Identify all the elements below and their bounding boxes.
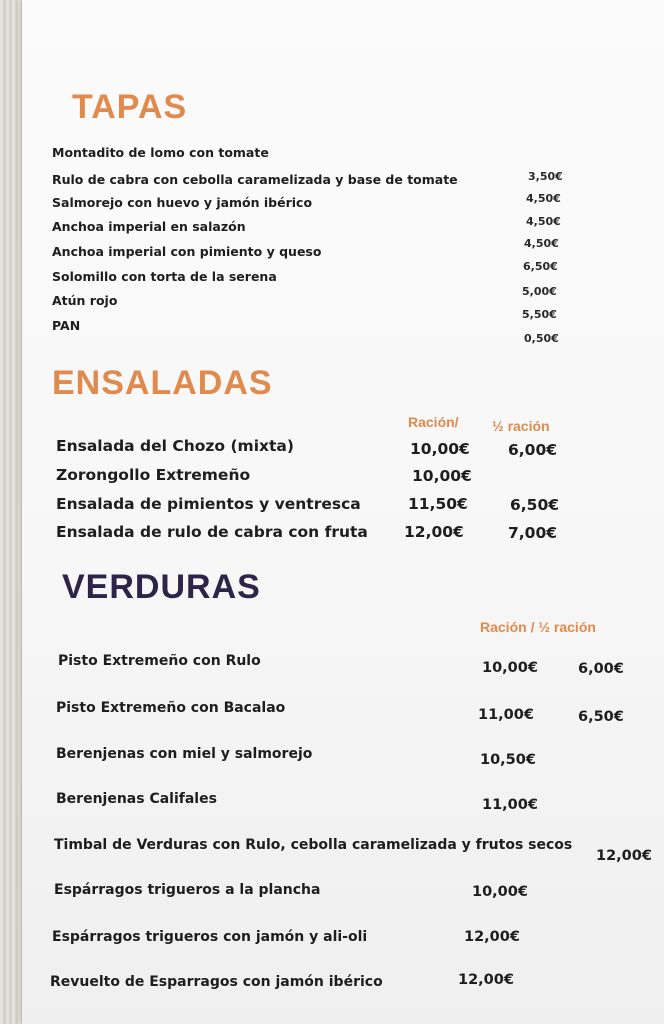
- verduras-racion-price: 10,00€: [482, 660, 538, 676]
- ensaladas-item-name: Zorongollo Extremeño: [56, 466, 251, 484]
- verduras-media-price: 6,50€: [578, 709, 624, 725]
- tapas-title: TAPAS: [72, 88, 188, 126]
- ensaladas-title: ENSALADAS: [52, 364, 273, 402]
- ensaladas-item-name: Ensalada de rulo de cabra con fruta: [56, 523, 368, 541]
- tapas-item-name: PAN: [52, 318, 81, 333]
- tapas-item-price: 6,50€: [523, 260, 558, 273]
- verduras-media-price: 6,00€: [578, 661, 624, 677]
- verduras-title: VERDURAS: [62, 568, 261, 606]
- tapas-item-price: 3,50€: [528, 170, 563, 183]
- tapas-item-price: 4,50€: [526, 192, 561, 205]
- tapas-item-name: Rulo de cabra con cebolla caramelizada y base de tomate: [52, 172, 458, 187]
- tapas-item-name: Atún rojo: [52, 293, 118, 308]
- verduras-racion-price: 10,00€: [472, 884, 528, 900]
- tapas-item-price: 4,50€: [524, 237, 559, 250]
- verduras-item-name: Pisto Extremeño con Bacalao: [56, 700, 286, 716]
- ensaladas-racion-price: 11,50€: [408, 495, 468, 513]
- ensaladas-racion-price: 10,00€: [410, 440, 470, 458]
- menu-sheet: [22, 0, 664, 1024]
- verduras-col-header: Ración / ½ ración: [480, 619, 596, 635]
- verduras-item-name: Berenjenas con miel y salmorejo: [56, 746, 313, 762]
- verduras-racion-price: 11,00€: [482, 797, 538, 813]
- verduras-racion-price: 11,00€: [478, 707, 534, 723]
- tapas-item-name: Anchoa imperial en salazón: [52, 219, 246, 234]
- tapas-item-name: Solomillo con torta de la serena: [52, 269, 277, 284]
- verduras-item-name: Berenjenas Califales: [56, 791, 217, 807]
- verduras-racion-price: 12,00€: [458, 972, 514, 988]
- ensaladas-col-media: ½ ración: [492, 418, 550, 434]
- verduras-racion-price: 12,00€: [596, 848, 652, 864]
- verduras-racion-price: 12,00€: [464, 929, 520, 945]
- ensaladas-media-price: 6,50€: [510, 496, 560, 514]
- ensaladas-media-price: 6,00€: [508, 441, 558, 459]
- verduras-item-name: Espárragos trigueros a la plancha: [54, 882, 321, 898]
- verduras-racion-price: 10,50€: [480, 752, 536, 768]
- ensaladas-col-racion: Ración/: [408, 414, 459, 430]
- tapas-item-name: Salmorejo con huevo y jamón ibérico: [52, 195, 313, 210]
- ensaladas-media-price: 7,00€: [508, 524, 558, 542]
- tapas-item-price: 4,50€: [526, 215, 561, 228]
- tapas-item-name: Montadito de lomo con tomate: [52, 145, 269, 160]
- ensaladas-item-name: Ensalada de pimientos y ventresca: [56, 495, 361, 513]
- tapas-item-price: 5,50€: [522, 308, 557, 321]
- verduras-item-name: Timbal de Verduras con Rulo, cebolla caramelizada y frutos secos: [54, 837, 573, 853]
- ensaladas-racion-price: 12,00€: [404, 523, 464, 541]
- ensaladas-racion-price: 10,00€: [412, 467, 472, 485]
- tapas-item-name: Anchoa imperial con pimiento y queso: [52, 244, 322, 259]
- ensaladas-item-name: Ensalada del Chozo (mixta): [56, 437, 294, 455]
- verduras-item-name: Espárragos trigueros con jamón y ali-oli: [52, 929, 368, 945]
- tapas-item-price: 5,00€: [522, 285, 557, 298]
- verduras-item-name: Pisto Extremeño con Rulo: [58, 653, 261, 669]
- tapas-item-price: 0,50€: [524, 332, 559, 345]
- verduras-item-name: Revuelto de Esparragos con jamón ibérico: [50, 974, 383, 990]
